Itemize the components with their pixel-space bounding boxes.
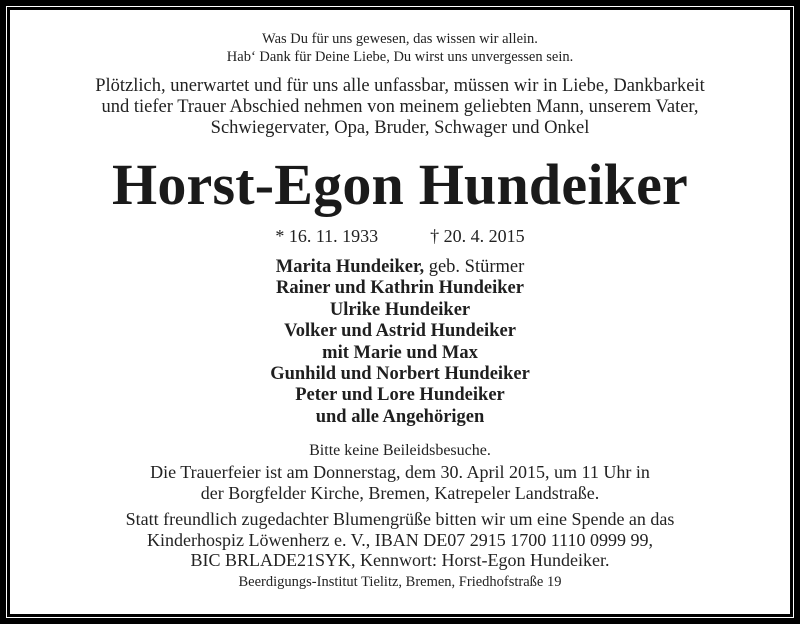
birth-date: * 16. 11. 1933 (275, 226, 379, 246)
mourner-line-2: Ulrike Hundeiker (329, 299, 471, 320)
mourner-line-1: Rainer und Kathrin Hundeiker (276, 278, 524, 299)
intro-line-2: und tiefer Trauer Abschied nehmen von meinem geliebten Mann, unserem Vater, (101, 97, 699, 117)
ceremony-info (10, 462, 790, 504)
donation-info (10, 509, 790, 571)
life-dates (10, 225, 790, 247)
ceremony-line-2: der Borgfelder Kirche, Bremen, Katrepeler Landstraße. (200, 483, 600, 503)
intro-line-1: Plötzlich, unerwartet und für uns alle unfassbar, müssen wir in Liebe, Dankbarkeit (95, 76, 705, 96)
obituary-content (10, 10, 790, 614)
mourner-line-6: Peter und Lore Hundeiker (295, 385, 505, 406)
motto-line-2: Hab‘ Dank für Deine Liebe, Du wirst uns unvergessen sein. (226, 49, 574, 65)
donation-line-2: Kinderhospiz Löwenherz e. V., IBAN DE07 2915 1700 1110 0999 99, (147, 529, 653, 550)
mourner-line-0 (10, 257, 790, 278)
intro-line-3: Schwiegervater, Opa, Bruder, Schwager und Onkel (210, 118, 590, 138)
mourner-line-3: Volker und Astrid Hundeiker (284, 321, 516, 342)
motto-verse (10, 30, 790, 66)
donation-line-1: Statt freundlich zugedachter Blumengrüße bitten wir um eine Spende an das (125, 509, 675, 529)
intro-text (10, 76, 790, 139)
mourner-line-7: und alle Angehörigen (315, 406, 485, 427)
donation-line-3: BIC BRLADE21SYK, Kennwort: Horst-Egon Hundeiker. (190, 550, 610, 570)
deceased-name: Horst-Egon Hundeiker (112, 152, 688, 217)
mourner-line-5: Gunhild und Norbert Hundeiker (270, 364, 530, 385)
spouse-name: Marita Hundeiker, (275, 257, 425, 277)
spouse-maiden-name: geb. Stürmer (424, 257, 525, 277)
mourner-line-4: mit Marie und Max (322, 342, 478, 363)
funeral-home: Beerdigungs-Institut Tielitz, Bremen, Friedhofstraße 19 (238, 574, 562, 590)
motto-line-1: Was Du für uns gewesen, das wissen wir allein. (262, 31, 538, 47)
mourners-list (10, 257, 790, 428)
condolence-notice: Bitte keine Beileidsbesuche. (309, 442, 491, 459)
death-date: † 20. 4. 2015 (430, 226, 525, 246)
ceremony-line-1: Die Trauerfeier ist am Donnerstag, dem 30. April 2015, um 11 Uhr in (150, 462, 650, 482)
